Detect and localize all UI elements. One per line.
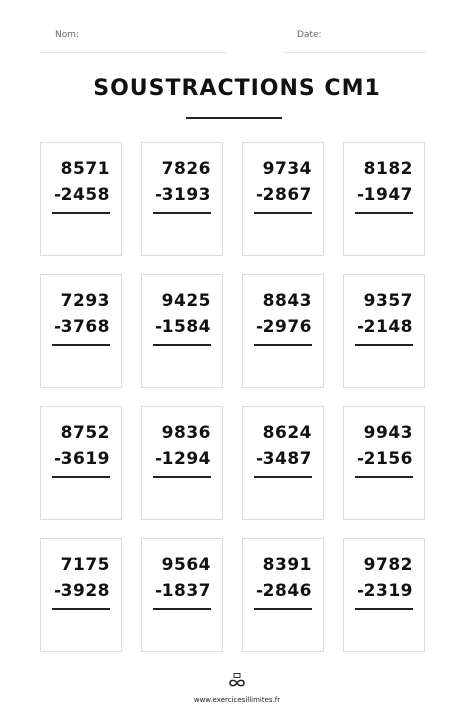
exercise-card bbox=[242, 274, 324, 388]
subtrahend: 2156 bbox=[363, 449, 413, 469]
footer-url[interactable]: www.exercicesillimites.fr bbox=[193, 696, 281, 704]
minus-sign: - bbox=[155, 185, 163, 205]
subtrahend: 3487 bbox=[262, 449, 312, 469]
subtrahend: 2867 bbox=[262, 185, 312, 205]
answer-line[interactable] bbox=[52, 344, 110, 346]
answer-line[interactable] bbox=[254, 212, 312, 214]
answer-line[interactable] bbox=[355, 212, 413, 214]
exercise-card bbox=[141, 406, 223, 520]
minuend: 7826 bbox=[161, 159, 211, 179]
exercise-card bbox=[343, 274, 425, 388]
date-line[interactable] bbox=[283, 52, 426, 53]
minus-sign: - bbox=[357, 317, 365, 337]
answer-line[interactable] bbox=[254, 608, 312, 610]
minuend: 8182 bbox=[363, 159, 413, 179]
minus-sign: - bbox=[256, 449, 264, 469]
exercise-card bbox=[40, 274, 122, 388]
minus-sign: - bbox=[155, 449, 163, 469]
exercise-card bbox=[343, 142, 425, 256]
subtrahend: 3619 bbox=[60, 449, 110, 469]
subtrahend: 1837 bbox=[161, 581, 211, 601]
subtrahend: 2976 bbox=[262, 317, 312, 337]
minus-sign: - bbox=[54, 581, 62, 601]
subtrahend: 2319 bbox=[363, 581, 413, 601]
answer-line[interactable] bbox=[52, 212, 110, 214]
minus-sign: - bbox=[256, 317, 264, 337]
minuend: 9564 bbox=[161, 555, 211, 575]
minus-sign: - bbox=[54, 449, 62, 469]
exercise-card bbox=[40, 142, 122, 256]
title-underline bbox=[186, 117, 282, 119]
minuend: 8843 bbox=[262, 291, 312, 311]
minuend: 9734 bbox=[262, 159, 312, 179]
minuend: 7175 bbox=[60, 555, 110, 575]
name-line[interactable] bbox=[40, 52, 227, 53]
date-label: Date: bbox=[297, 30, 322, 40]
minuend: 8571 bbox=[60, 159, 110, 179]
answer-line[interactable] bbox=[153, 212, 211, 214]
minus-sign: - bbox=[155, 317, 163, 337]
minuend: 9425 bbox=[161, 291, 211, 311]
minus-sign: - bbox=[54, 317, 62, 337]
subtrahend: 3928 bbox=[60, 581, 110, 601]
exercise-card bbox=[141, 142, 223, 256]
page-title: SOUSTRACTIONS CM1 bbox=[93, 76, 381, 101]
exercise-card bbox=[40, 406, 122, 520]
subtrahend: 2458 bbox=[60, 185, 110, 205]
minus-sign: - bbox=[155, 581, 163, 601]
answer-line[interactable] bbox=[153, 344, 211, 346]
minus-sign: - bbox=[357, 449, 365, 469]
minus-sign: - bbox=[357, 185, 365, 205]
exercise-card bbox=[242, 142, 324, 256]
exercise-card bbox=[141, 538, 223, 652]
infinity-logo-icon bbox=[228, 673, 246, 689]
exercise-card bbox=[242, 538, 324, 652]
answer-line[interactable] bbox=[254, 344, 312, 346]
answer-line[interactable] bbox=[52, 608, 110, 610]
minuend: 8391 bbox=[262, 555, 312, 575]
minuend: 8752 bbox=[60, 423, 110, 443]
minuend: 8624 bbox=[262, 423, 312, 443]
subtrahend: 2148 bbox=[363, 317, 413, 337]
subtrahend: 2846 bbox=[262, 581, 312, 601]
minuend: 9943 bbox=[363, 423, 413, 443]
minuend: 7293 bbox=[60, 291, 110, 311]
minus-sign: - bbox=[357, 581, 365, 601]
minuend: 9357 bbox=[363, 291, 413, 311]
subtrahend: 3193 bbox=[161, 185, 211, 205]
minuend: 9782 bbox=[363, 555, 413, 575]
minus-sign: - bbox=[256, 581, 264, 601]
answer-line[interactable] bbox=[254, 476, 312, 478]
answer-line[interactable] bbox=[355, 608, 413, 610]
subtrahend: 1294 bbox=[161, 449, 211, 469]
answer-line[interactable] bbox=[355, 476, 413, 478]
exercise-card bbox=[141, 274, 223, 388]
subtrahend: 1584 bbox=[161, 317, 211, 337]
exercise-card bbox=[242, 406, 324, 520]
minus-sign: - bbox=[54, 185, 62, 205]
subtrahend: 1947 bbox=[363, 185, 413, 205]
answer-line[interactable] bbox=[153, 608, 211, 610]
name-label: Nom: bbox=[55, 30, 80, 40]
answer-line[interactable] bbox=[52, 476, 110, 478]
exercise-card bbox=[343, 538, 425, 652]
answer-line[interactable] bbox=[355, 344, 413, 346]
minus-sign: - bbox=[256, 185, 264, 205]
answer-line[interactable] bbox=[153, 476, 211, 478]
subtrahend: 3768 bbox=[60, 317, 110, 337]
minuend: 9836 bbox=[161, 423, 211, 443]
exercise-card bbox=[343, 406, 425, 520]
exercise-card bbox=[40, 538, 122, 652]
